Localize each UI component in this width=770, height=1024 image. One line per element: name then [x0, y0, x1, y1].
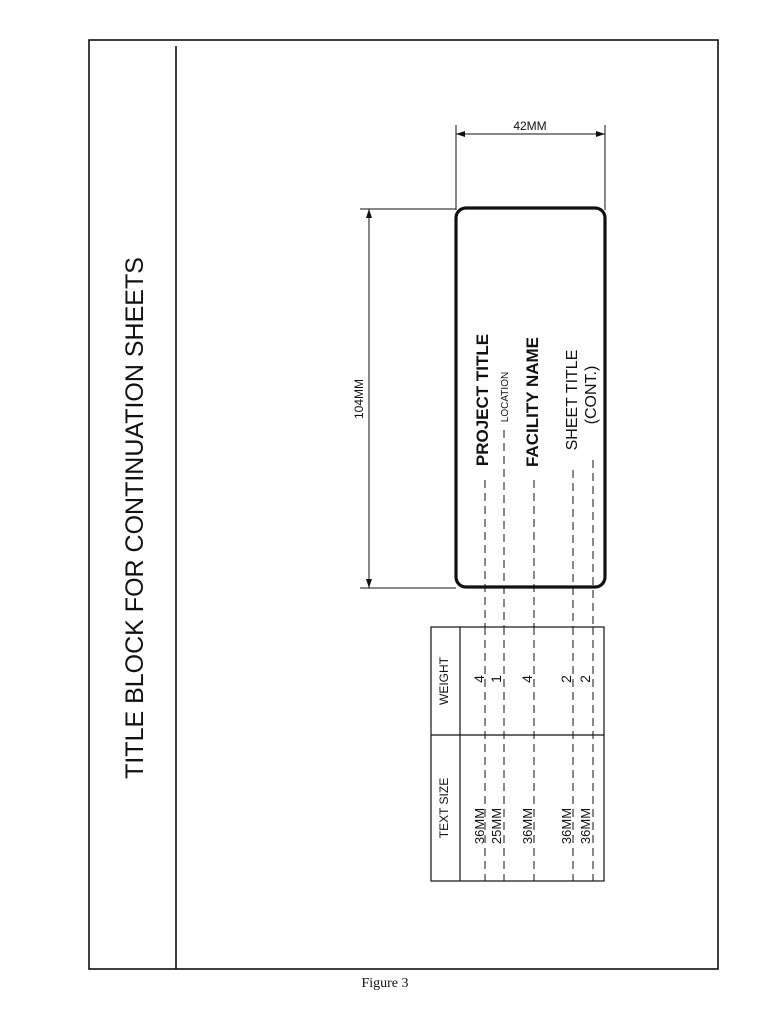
table-row-weight: 1	[488, 675, 504, 683]
table-row-text-size: 36MM	[472, 807, 487, 845]
height-dimension-label: 104MM	[352, 378, 366, 420]
sheet-title-text: SHEET TITLE	[564, 349, 581, 451]
table-row-text-size: 36MM	[559, 807, 574, 845]
table-row-text-size: 25MM	[489, 807, 504, 845]
figure-title: TITLE BLOCK FOR CONTINUATION SHEETS	[121, 257, 149, 779]
spec-table	[431, 627, 604, 881]
height-dimension	[352, 209, 456, 588]
width-dimension-label: 42MM	[513, 119, 547, 133]
table-row-weight: 2	[577, 675, 593, 683]
cont-text: (CONT.)	[583, 365, 600, 425]
figure-caption: Figure 3	[361, 976, 409, 991]
table-row-text-size: 36MM	[578, 807, 593, 845]
table-row-weight: 4	[519, 675, 535, 683]
sheet-border	[89, 40, 718, 969]
facility-name-text: FACILITY NAME	[523, 336, 542, 468]
project-title-text: PROJECT TITLE	[473, 333, 492, 467]
table-row-weight: 4	[471, 675, 487, 683]
text-size-header: TEXT SIZE	[437, 777, 451, 839]
table-row-text-size: 36MM	[520, 807, 535, 845]
width-dimension	[456, 119, 605, 210]
table-row-weight: 2	[558, 675, 574, 683]
weight-header: WEIGHT	[437, 657, 451, 705]
location-text: LOCATION	[500, 371, 511, 423]
